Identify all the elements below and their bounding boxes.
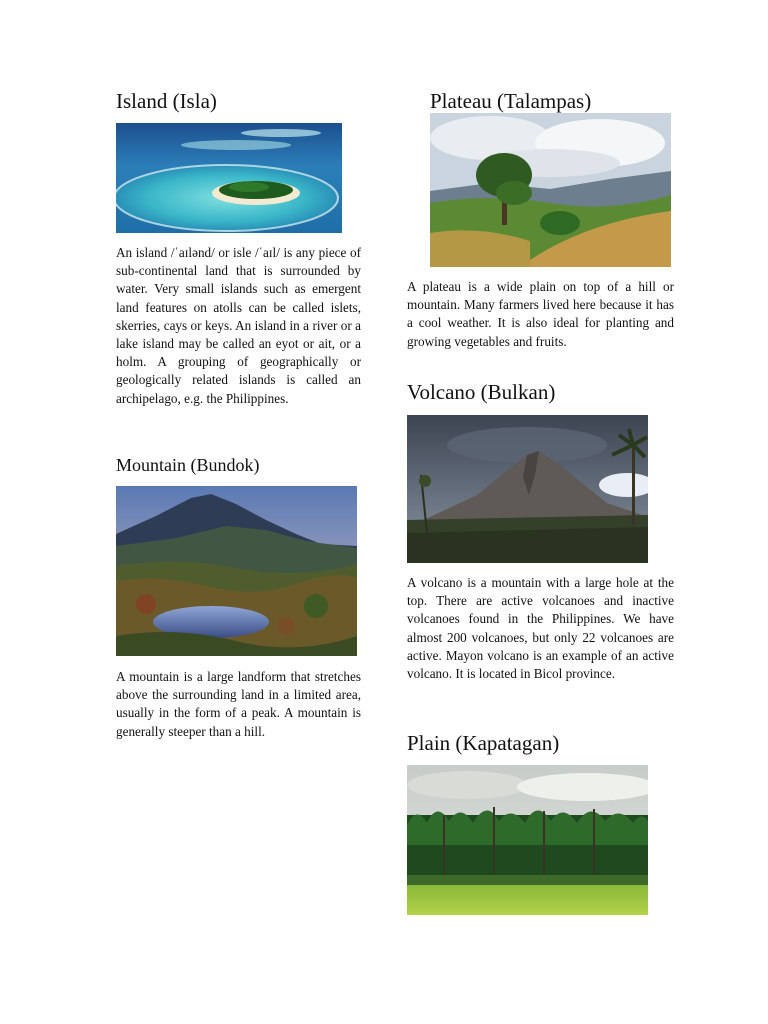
mountain-description: A mountain is a large landform that stretches above the surrounding land in a limited area, usually in the form of a peak. A mountain is generally steeper than a hill. [116, 669, 361, 739]
mountain-title: Mountain (Bundok) [116, 455, 260, 475]
plateau-photo [430, 113, 671, 267]
plateau-description: A plateau is a wide plain on top of a hill or mountain. Many farmers lived here because it has a cool weather. It is also ideal for planting and growing vegetables and fruits. [407, 279, 674, 349]
island-description: An island /ˈaɪlənd/ or isle /ˈaɪl/ is any piece of sub-continental land that is surrounded by water. Very small islands such as emergent land features on atolls can be called islets, skerries, cays or keys. An island in a river or a lake island may be called an eyot or ait, or a holm. A grouping of geographically or geologically related islands is called an archipelago, e.g. the Philippines. [116, 245, 361, 406]
volcano-description: A volcano is a mountain with a large hole at the top. There are active volcanoes and inactive volcanoes found in the Philippines. We have almost 200 volcanoes, but only 22 volcanoes are active. Mayon volcano is an example of an active volcano. It is located in Bicol province. [407, 575, 674, 682]
plain-photo [407, 765, 648, 915]
island-photo [116, 123, 342, 233]
volcano-photo [407, 415, 648, 563]
mountain-photo [116, 486, 357, 656]
island-title: Island (Isla) [116, 89, 217, 113]
plain-title: Plain (Kapatagan) [407, 731, 560, 755]
plateau-title: Plateau (Talampas) [430, 89, 592, 113]
volcano-title: Volcano (Bulkan) [407, 380, 556, 404]
